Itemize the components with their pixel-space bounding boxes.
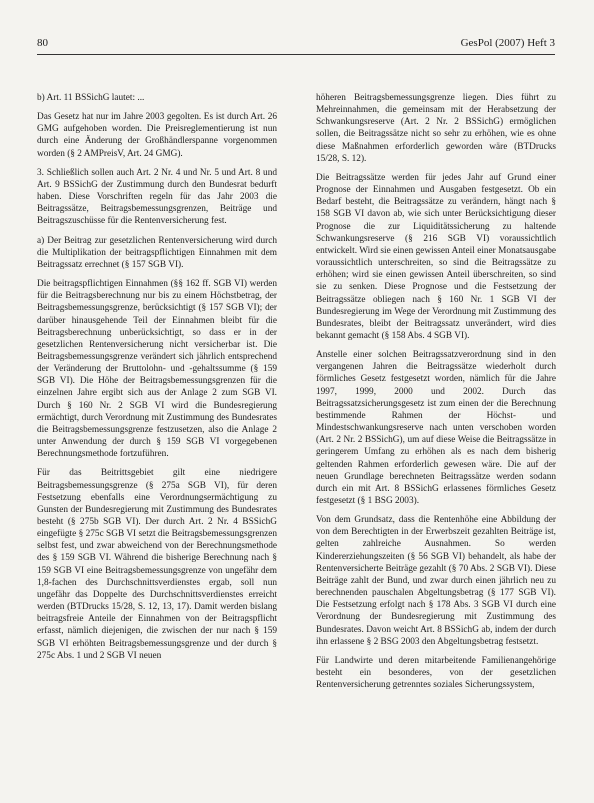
- right-column: [316, 92, 556, 698]
- paragraph: Anstelle einer solchen Beitragssatzverordnung sind in den vergangenen Jahren die Beitragssätze wiederholt durch förmliches Gesetz festgesetzt worden, nämlich für die Jahre 1997, 1999, 2000 und 2002. Durch das Beitragssatzsicherungsgesetz ist zum einen der die Berechnung bestimmende Rahmen der Höchst- und Mindestschwankungsreserve nach unten verschoben worden (Art. 2 Nr. 2 BSSichG), um auf diese Weise die Beitragssätze in geringerem Umfang zu erhöhen als es nach dem bisherig geltenden Rahmen erforderlich gewesen wäre. Die auf der neuen Grundlage berechneten Beitragssätze werden sodann durch ein mit Art. 8 BSSichG erlassenes förmliches Gesetz festgesetzt (§ 1 BSG 2003).: [316, 350, 556, 506]
- paragraph: höheren Beitragsbemessungsgrenze liegen. Dies führt zu Mehreinnahmen, die gemeinsam mit der Herabsetzung der Schwankungsreserve (Art. 2 Nr. 2 BSSichG) ermöglichen sollen, die Beitragssätze nicht so sehr zu erhöhen, wie es ohne diese Maßnahmen erforderlich geworden wäre (BTDrucks 15/28, S. 12).: [316, 93, 556, 164]
- paragraph: Die beitragspflichtigen Einnahmen (§§ 162 ff. SGB VI) werden für die Beitragsberechnung nur bis zu einem Höchstbetrag, der Beitragsbemessungsgrenze, berücksichtigt (§ 157 SGB VI); der darüber hinausgehende Teil der Einnahmen bleibt für die Beitragsberechnung unberücksichtigt, so dass er in der gesetzlichen Rentenversicherung nicht versicherbar ist. Die Beitragsbemessungsgrenze verändert sich jährlich entsprechend der Veränderung der Bruttolohn- und -gehaltssumme (§ 159 SGB VI). Die Höhe der Beitragsbemessungsgrenzen für die einzelnen Jahre ergibt sich aus der Anlage 2 zum SGB VI. Durch § 160 Nr. 2 SGB VI wird die Bundesregierung ermächtigt, durch Verordnung mit Zustimmung des Bundesrates die Beitragsbemessungsgrenze festzusetzen, also die Anlage 2 unter Anwendung der durch § 159 SGB VI vorgegebenen Berechnungsmethode fortzuführen.: [37, 279, 277, 460]
- page-number: 80: [37, 37, 48, 49]
- paragraph: Das Gesetz hat nur im Jahre 2003 gegolten. Es ist durch Art. 26 GMG aufgehoben worden. Die Preisreglementierung ist nun durch eine Änderung der Großhändlerspanne vorgenommen worden (§ 2 AMPreisV, Art. 24 GMG).: [37, 112, 277, 159]
- paragraph: Von dem Grundsatz, dass die Rentenhöhe eine Abbildung der von dem Berechtigten in der Erwerbszeit gezahlten Beiträge ist, gelten zahlreiche Ausnahmen. So werden Kindererziehungszeiten (§ 56 SGB VI) behandelt, als habe der Rentenversicherte Beiträge gezahlt (§ 70 Abs. 2 SGB VI). Diese Beiträge zahlt der Bund, und zwar durch einen jährlich neu zu berechnenden pauschalen Abgeltungsbetrag (§ 177 SGB VI). Die Festsetzung erfolgt nach § 178 Abs. 3 SGB VI durch eine Verordnung der Bundesregierung mit Zustimmung des Bundesrates. Davon weicht Art. 8 BSSichG ab, indem der durch ihn erlassene § 2 BSG 2003 den Abgeltungsbetrag festsetzt.: [316, 515, 556, 647]
- paragraph: 3. Schließlich sollen auch Art. 2 Nr. 4 und Nr. 5 und Art. 8 und Art. 9 BSSichG der Zustimmung durch den Bundesrat bedurft haben. Diese Vorschriften regeln für das Jahr 2003 die Beitragssätze, Beitragsbemessungsgrenzen, Beiträge und Beitragszuschüsse für die Rentenversicherung fest.: [37, 167, 277, 227]
- left-column: [37, 92, 277, 669]
- paragraph: Die Beitragssätze werden für jedes Jahr auf Grund einer Prognose der Einnahmen und Ausgaben festgesetzt. Ob ein Bedarf besteht, die Beitragssätze zu verändern, hängt nach § 158 SGB VI davon ab, wie sich unter Berücksichtigung dieser Prognose die zur Liquiditätssicherung zu haltende Schwankungsreserve (§ 216 SGB VI) voraussichtlich entwickelt. Wird sie einen gewissen Anteil einer Monatsausgabe voraussichtlich unterschreiten, so sind die Beitragssätze zu erhöhen; wird sie einen gewissen Anteil überschreiten, so sind sie zu senken. Diese Prognose und die Festsetzung der Beitragssätze obliegen nach § 160 Nr. 1 SGB VI der Bundesregierung im Wege der Verordnung mit Zustimmung des Bundesrates, bleibt der Beitragssatz unverändert, wird dies bekannt gemacht (§ 158 Abs. 4 SGB VI).: [316, 172, 556, 341]
- header-rule: [37, 54, 555, 55]
- paragraph: Für Landwirte und deren mitarbeitende Familienangehörige besteht ein besonderes, von der gesetzlichen Rentenversicherung getrenntes soziales Sicherungssystem,: [316, 655, 556, 691]
- paragraph: Für das Beitrittsgebiet gilt eine niedrigere Beitragsbemessungsgrenze (§ 275a SGB VI), für deren Festsetzung ebenfalls eine Verordnungsermächtigung zu Gunsten der Bundesregierung mit Zustimmung des Bundesrates besteht (§ 275b SGB VI). Der durch Art. 2 Nr. 4 BSSichG eingefügte § 275c SGB VI setzt die Beitragsbemessungsgrenzen selbst fest, und zwar abweichend von der Berechnungsmethode des § 159 SGB VI. Während die bisherige Berechnung nach § 159 SGB VI eine Beitragsbemessungsgrenze von ungefähr dem 1,8-fachen des Durchschnittsverdienstes ergab, soll nun ungefähr das Doppelte des Durchschnittsverdienstes erreicht werden (BTDrucks 15/28, S. 12, 13, 17). Damit werden bislang beitragsfreie Anteile der Einnahmen von der Beitragspflicht erfasst, nämlich diejenigen, die zwischen der nur nach § 159 SGB VI erhöhten Beitragsbemessungsgrenze und der durch § 275c Abs. 1 und 2 SGB VI neuen: [37, 468, 277, 661]
- running-head: GesPol (2007) Heft 3: [460, 37, 555, 49]
- paragraph: a) Der Beitrag zur gesetzlichen Rentenversicherung wird durch die Multiplikation der beitragspflichtigen Einnahmen mit dem Beitragssatz errechnet (§ 157 SGB VI).: [37, 235, 277, 270]
- paragraph: b) Art. 11 BSSichG lautet: ...: [37, 93, 145, 103]
